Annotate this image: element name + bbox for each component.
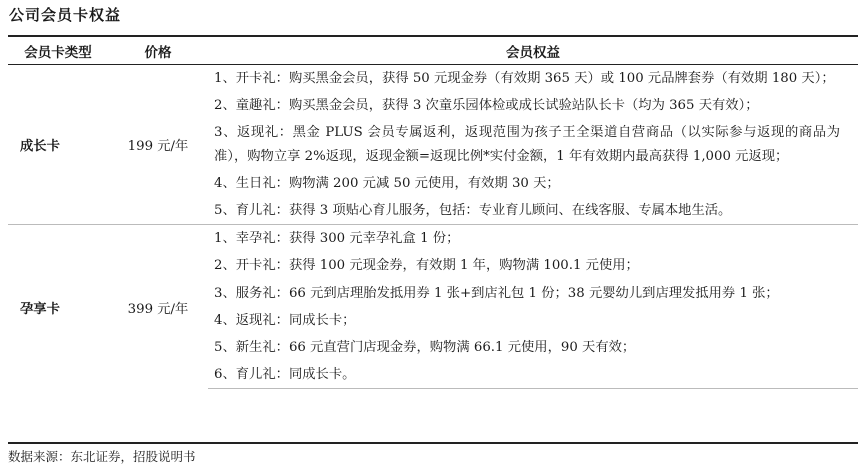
benefit-text: 3、返现礼：黑金 PLUS 会员专属返利，返现范围为孩子王全渠道自营商品（以实际参与返现的商品为准），购物立享 2%返现，返现金额=返现比例*实付金额，1 年有效期内最高获得 1,000 元返现；: [214, 125, 840, 164]
benefit-text: 2、开卡礼：获得 100 元现金券，有效期 1 年，购物满 100.1 元使用；: [214, 258, 639, 274]
benefit-item: [208, 225, 858, 253]
data-source-note: 数据来源：东北证券，招股说明书: [8, 442, 858, 467]
benefit-text: 2、童趣礼：购买黑金会员，获得 3 次童乐园体检或成长试验站队长卡（均为 365 天有效）；: [214, 98, 759, 114]
header-benefits: 会员权益: [208, 36, 858, 65]
table-row: [8, 65, 858, 93]
benefit-text: 1、开卡礼：购买黑金会员，获得 50 元现金券（有效期 365 天）或 100 元品牌套券（有效期 180 天）；: [214, 71, 835, 86]
benefit-item: [208, 197, 858, 225]
benefit-item: [208, 92, 858, 119]
card-type-growth: 成长卡: [8, 65, 108, 225]
benefit-text: 5、新生礼：66 元直营门店现金券，购物满 66.1 元使用，90 天有效；: [214, 340, 636, 356]
benefit-item: [208, 334, 858, 361]
card-price-growth: 199 元/年: [108, 65, 208, 225]
benefit-text: 4、生日礼：购物满 200 元减 50 元使用，有效期 30 天；: [214, 175, 560, 191]
membership-table-container: [8, 35, 858, 389]
membership-table: [8, 35, 858, 389]
benefit-item: [208, 119, 858, 169]
table-row: [8, 225, 858, 253]
benefit-item: [208, 307, 858, 334]
benefit-text: 5、育儿礼：获得 3 项贴心育儿服务，包括：专业育儿顾问、在线客服、专属本地生活。: [214, 203, 732, 219]
header-card-type: 会员卡类型: [8, 36, 108, 65]
card-price-pregnancy: 399 元/年: [108, 225, 208, 389]
benefit-item: [208, 252, 858, 279]
benefit-text: 1、幸孕礼：获得 300 元幸孕礼盒 1 份；: [214, 231, 460, 247]
table-header-row: [8, 36, 858, 65]
benefit-item: [208, 280, 858, 307]
benefit-item: [208, 361, 858, 389]
benefit-text: 3、服务礼：66 元到店理胎发抵用券 1 张+到店礼包 1 份；38 元婴幼儿到店理发抵用券 1 张；: [214, 285, 779, 301]
benefit-text: 6、育儿礼：同成长卡。: [214, 367, 356, 383]
benefit-item: [208, 170, 858, 197]
benefit-item: [208, 65, 858, 93]
benefit-text: 4、返现礼：同成长卡；: [214, 312, 356, 328]
card-type-pregnancy: 孕享卡: [8, 225, 108, 389]
header-price: 价格: [108, 36, 208, 65]
page-title: 公司会员卡权益: [9, 6, 122, 24]
